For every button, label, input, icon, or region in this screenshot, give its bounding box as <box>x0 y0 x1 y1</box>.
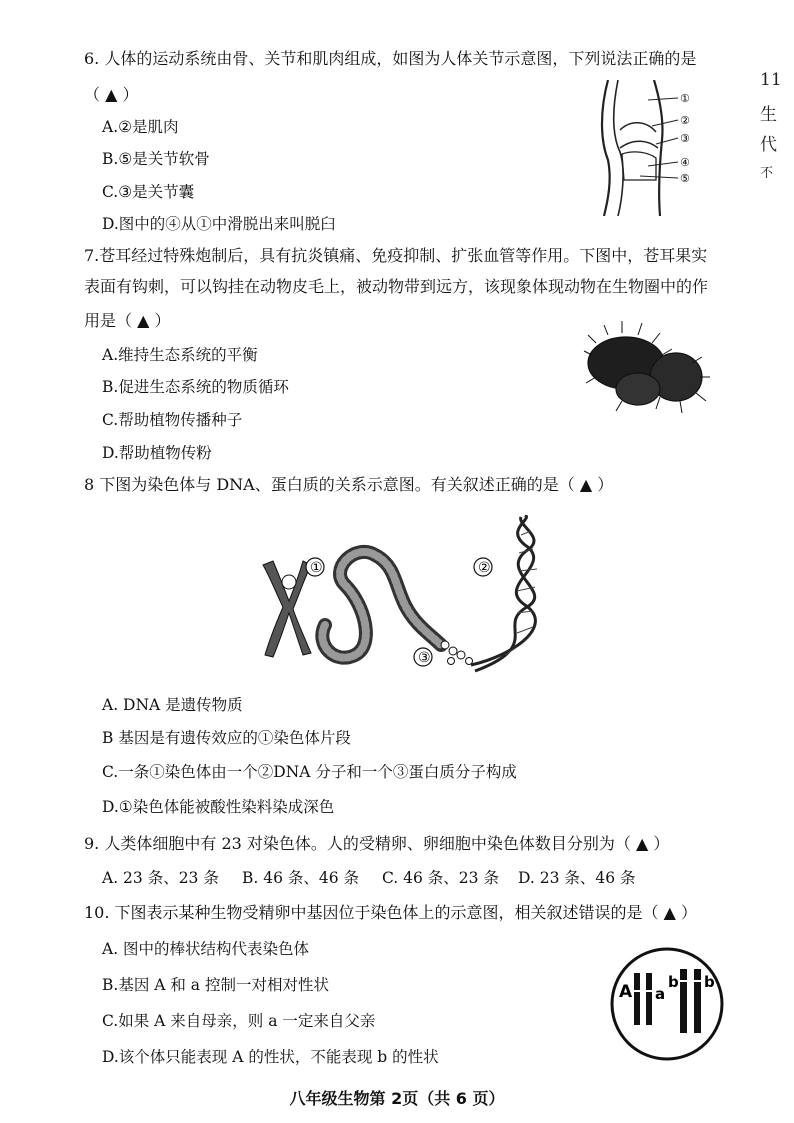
gene-label-A: A <box>619 982 633 1002</box>
side-char-3: 代 <box>760 135 777 155</box>
q7-option-c: C.帮助植物传播种子 <box>102 411 243 429</box>
q7-stem-line1: 7.苍耳经过特殊炮制后，具有抗炎镇痛、免疫抑制、扩张血管等作用。下图中，苍耳果实 <box>84 246 708 265</box>
q6-option-a: A.②是肌肉 <box>102 118 179 136</box>
side-char-2: 生 <box>760 105 777 125</box>
gene-chromosome-diagram <box>608 945 726 1063</box>
q6-stem: 6. 人体的运动系统由骨、关节和肌肉组成，如图为人体关节示意图，下列说法正确的是 <box>84 49 697 68</box>
q8-option-a: A. DNA 是遗传物质 <box>102 696 243 714</box>
joint-label-1: ① <box>680 92 690 105</box>
cocklebur-image <box>582 315 712 415</box>
q9-option-c: C. 46 条、23 条 <box>382 869 499 887</box>
q9-option-b: B. 46 条、46 条 <box>242 869 360 887</box>
q9-option-a: A. 23 条、23 条 <box>102 869 219 887</box>
q7-option-a: A.维持生态系统的平衡 <box>102 346 258 364</box>
q8-option-b: B 基因是有遗传效应的①染色体片段 <box>102 729 351 747</box>
chromosome-label-1: ① <box>310 560 323 576</box>
joint-label-4: ④ <box>680 156 690 169</box>
q8-option-d: D.①染色体能被酸性染料染成深色 <box>102 798 335 816</box>
joint-label-5: ⑤ <box>680 172 690 185</box>
q7-stem-line3: 用是（ ▲ ） <box>84 311 171 330</box>
q6-option-b: B.⑤是关节软骨 <box>102 150 210 168</box>
q7-option-b: B.促进生态系统的物质循环 <box>102 378 289 396</box>
joint-label-2: ② <box>680 114 690 127</box>
q10-option-b: B.基因 A 和 a 控制一对相对性状 <box>102 976 329 994</box>
side-char-1: 11 <box>760 70 782 90</box>
chromosome-label-2: ② <box>478 560 491 576</box>
q8-option-c: C.一条①染色体由一个②DNA 分子和一个③蛋白质分子构成 <box>102 763 517 781</box>
q10-option-d: D.该个体只能表现 A 的性状，不能表现 b 的性状 <box>102 1048 439 1066</box>
q6-stem-answer: （ ▲ ） <box>84 85 139 104</box>
gene-label-a: a <box>655 985 666 1003</box>
joint-diagram <box>590 80 705 216</box>
q10-option-a: A. 图中的棒状结构代表染色体 <box>102 940 310 958</box>
chromosome-label-3: ③ <box>418 650 431 666</box>
page-footer: 八年级生物第 2页（共 6 页） <box>289 1089 505 1108</box>
chromosome-dna-diagram <box>255 515 555 685</box>
q7-option-d: D.帮助植物传粉 <box>102 444 212 462</box>
gene-label-b-right: b <box>704 973 715 991</box>
gene-label-b-left: b <box>668 973 679 991</box>
joint-label-3: ③ <box>680 132 690 145</box>
q6-option-c: C.③是关节囊 <box>102 183 195 201</box>
q7-stem-line2: 表面有钩刺，可以钩挂在动物皮毛上，被动物带到远方，该现象体现动物在生物圈中的作 <box>84 277 709 296</box>
side-char-4: 不 <box>760 166 774 181</box>
q6-option-d: D.图中的④从①中滑脱出来叫脱臼 <box>102 215 336 233</box>
q9-stem: 9. 人类体细胞中有 23 对染色体。人的受精卵、卵细胞中染色体数目分别为（ ▲ ） <box>84 834 670 853</box>
q10-stem: 10. 下图表示某种生物受精卵中基因位于染色体上的示意图，相关叙述错误的是（ ▲ ） <box>84 903 698 922</box>
q9-option-d: D. 23 条、46 条 <box>518 869 636 887</box>
q10-option-c: C.如果 A 来自母亲，则 a 一定来自父亲 <box>102 1012 376 1030</box>
q8-stem: 8 下图为染色体与 DNA、蛋白质的关系示意图。有关叙述正确的是（ ▲ ） <box>84 475 614 494</box>
